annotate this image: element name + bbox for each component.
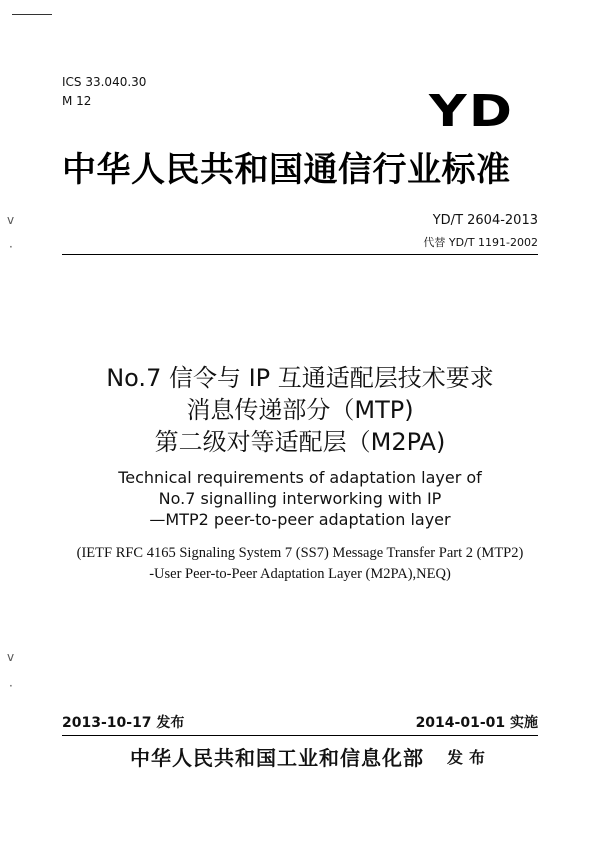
top-edge-rule [12,14,52,15]
yd-logo: YD [428,86,514,137]
margin-mark: · [9,679,13,693]
issuing-authority: 中华人民共和国工业和信息化部 [130,746,424,770]
zh-title-line: No.7 信令与 IP 互通适配层技术要求 [106,364,494,392]
standard-category-title: 中华人民共和国通信行业标准 [62,150,511,190]
footer-divider [62,735,538,736]
publish-date: 2013-10-17 发布 [62,715,185,731]
header-divider [62,254,538,255]
en-title-line: —MTP2 peer-to-peer adaptation layer [149,510,451,529]
reference-line: (IETF RFC 4165 Signaling System 7 (SS7) Message Transfer Part 2 (MTP2) [76,545,524,561]
margin-mark: ⅴ [7,213,15,227]
reference-line: -User Peer-to-Peer Adaptation Layer (M2PA),NEQ) [149,566,451,582]
issue-label: 发布 [447,748,492,767]
zh-title-line: 消息传递部分（MTP) [186,396,414,424]
en-title-line: No.7 signalling interworking with IP [158,489,442,508]
ics-code: ICS 33.040.30 [62,75,147,89]
en-title-line: Technical requirements of adaptation layer of [118,468,482,487]
standard-number: YD/T 2604-2013 [432,213,538,228]
margin-mark: ⅴ [7,650,15,664]
margin-mark: · [9,240,13,254]
zh-title-line: 第二级对等适配层（M2PA) [154,428,446,456]
replaces-standard: 代替 YD/T 1191-2002 [423,236,538,249]
implement-date: 2014-01-01 实施 [415,715,538,731]
classification-code: M 12 [62,94,92,108]
